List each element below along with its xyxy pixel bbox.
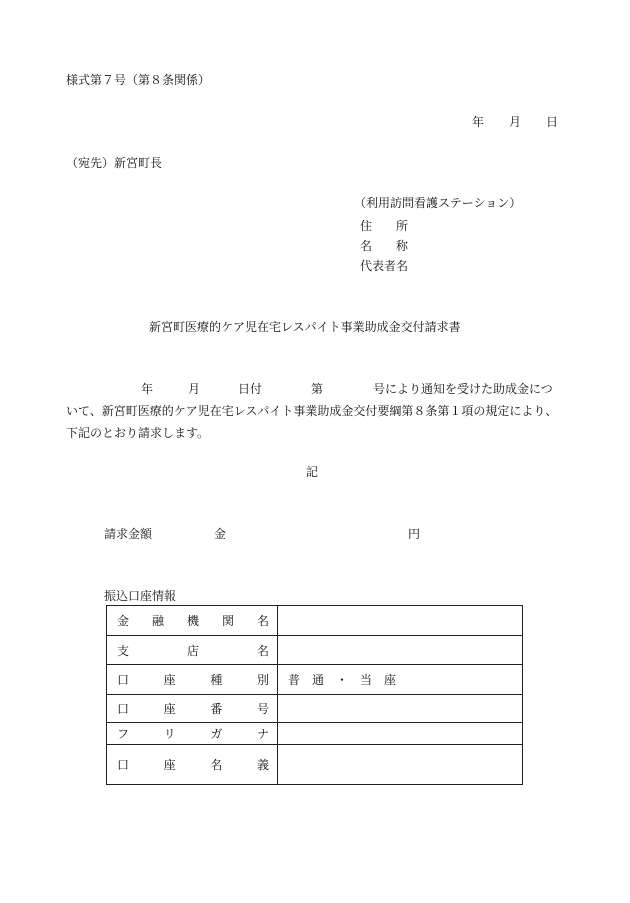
label-cell (107, 695, 278, 723)
form-number: 様式第７号（第８条関係） (66, 73, 211, 87)
account-number-value[interactable] (278, 695, 523, 723)
account-number-label: 口 座 番 号 (117, 702, 269, 716)
ki-mark: 記 (306, 465, 319, 479)
table-row (107, 636, 523, 665)
table-row (107, 745, 523, 785)
account-type-label: 口 座 種 別 (117, 673, 269, 687)
furigana-label: フ リ ガ ナ (117, 727, 269, 741)
body-month: 月 (188, 382, 201, 396)
table-row (107, 665, 523, 695)
account-holder-value[interactable] (278, 745, 523, 785)
bank-info-table (106, 605, 523, 785)
label-cell (107, 606, 278, 636)
body-rest: 号により通知を受けた助成金につ (373, 382, 553, 396)
body-year: 年 (141, 382, 154, 396)
date-year: 年 (472, 115, 485, 129)
branch-value[interactable] (278, 636, 523, 665)
label-cell (107, 723, 278, 745)
label-cell (107, 636, 278, 665)
representative-label: 代表者名 (360, 259, 409, 273)
addressee: （宛先）新宮町長 (66, 156, 163, 170)
claim-yen: 円 (408, 527, 421, 541)
claim-label: 請求金額 (104, 527, 153, 541)
bank-name-value[interactable] (278, 606, 523, 636)
claim-kin: 金 (214, 527, 227, 541)
body-day: 日付 (238, 382, 263, 396)
table-row (107, 695, 523, 723)
furigana-value[interactable] (278, 723, 523, 745)
label-cell (107, 745, 278, 785)
table-row (107, 606, 523, 636)
body-line-3: 下記のとおり請求します。 (66, 426, 210, 440)
applicant-heading: （利用訪問看護ステーション） (354, 196, 522, 210)
account-holder-label: 口 座 名 義 (117, 758, 269, 772)
document-title: 新宮町医療的ケア児在宅レスパイト事業助成金交付請求書 (149, 320, 461, 334)
account-type-value[interactable]: 普 通 ・ 当 座 (278, 665, 523, 695)
bank-name-label: 金 融 機 関 名 (117, 614, 269, 628)
address-label: 住 所 (360, 219, 409, 233)
branch-label: 支 店 名 (117, 643, 269, 658)
label-cell (107, 665, 278, 695)
date-day: 日 (546, 115, 559, 129)
bank-section-title: 振込口座情報 (104, 589, 177, 603)
name-label: 名 称 (360, 239, 409, 253)
body-line-2: いて、新宮町医療的ケア児在宅レスパイト事業助成金交付要綱第８条第１項の規定により、 (66, 404, 558, 418)
table-row (107, 723, 523, 745)
body-no: 第 (311, 382, 324, 396)
date-month: 月 (509, 115, 522, 129)
